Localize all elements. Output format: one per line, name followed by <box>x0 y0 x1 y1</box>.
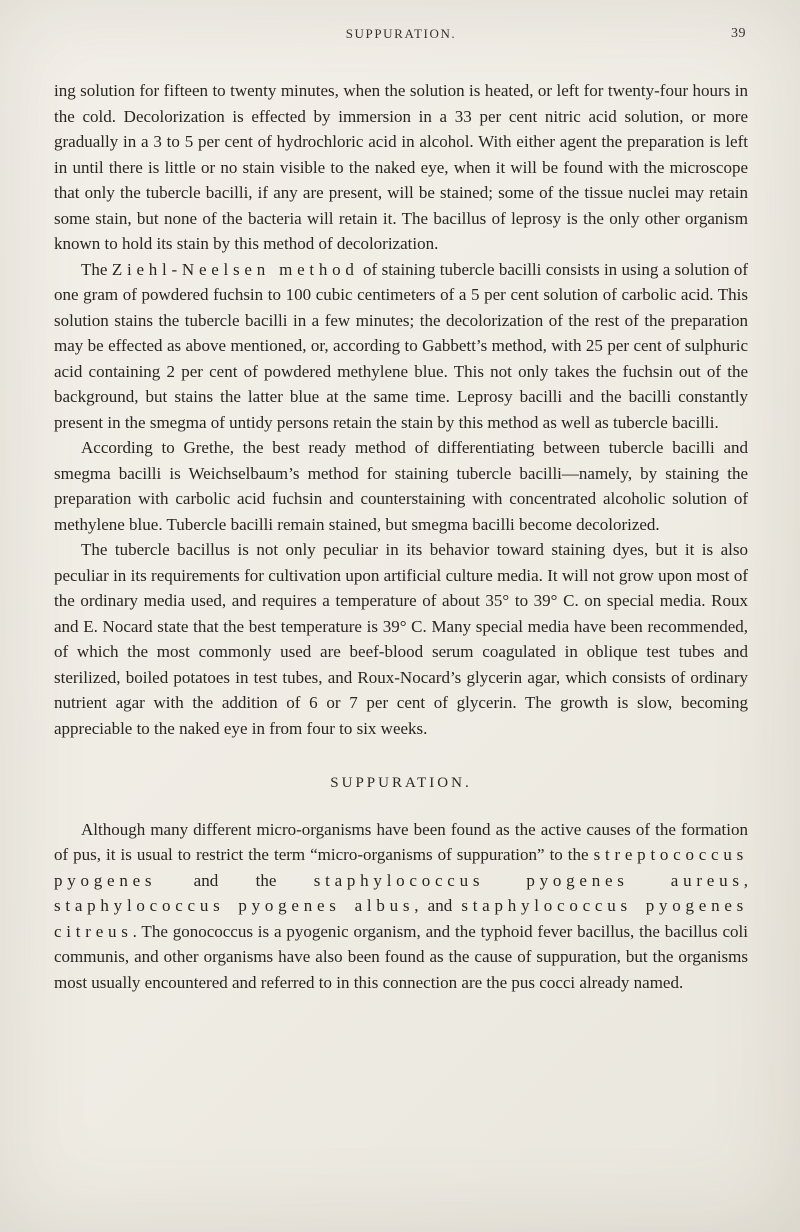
text-run: . The gonococcus is a pyogenic organism, and the typhoid fever bacillus, the bacillus coli communis, and other organisms have also been found as the cause of suppuration, but the organisms most usually encountered and referred to in this connection are the pus cocci already named. <box>54 921 748 992</box>
text-run: , <box>743 870 748 890</box>
text-run: The tubercle bacillus is not only peculiar in its behavior toward staining dyes, but it is also peculiar in its requirements for cultivation upon artificial culture media. It will not grow upon most of the ordinary media used, and requires a temperature of about 35° to 39° C. on special media. Roux and E. Nocard state that the best temperature is 39° C. Many special media have been recommended, of which the most commonly used are beef-blood serum coagulated in oblique test tubes and sterilized, boiled potatoes in test tubes, and Roux-Nocard’s glycerin agar, which consists of ordinary nutrient agar with the addition of 6 or 7 per cent of glycerin. The growth is slow, becoming appreciable to the naked eye in from four to six weeks. <box>54 540 748 738</box>
text-run: ing solution for fifteen to twenty minutes, when the solution is heated, or left for twenty-four hours in the cold. Decolorization is effected by immersion in a 33 per cent nitric acid solution, or more gradually in a 3 to 5 per cent of hydrochloric acid in alcohol. With either agent the preparation is left in until there is little or no stain visible to the naked eye, when it will be found with the microscope that only the tubercle bacilli, if any are present, will be stained; some of the tissue nuclei may retain some stain, but none of the bacteria will retain it. The bacillus of leprosy is the only other organism known to hold its stain by this method of decolorization. <box>54 81 748 253</box>
text-run: , and <box>414 896 462 915</box>
emphasized-term: staphylococcus pyogenes aureus <box>313 870 744 890</box>
paragraph <box>54 817 748 996</box>
text-run: Although many different micro-organisms have been found as the active causes of the formation of pus, it is usual to restrict the term “micro-organisms of suppuration” to the <box>54 819 748 864</box>
page-body <box>54 78 748 995</box>
emphasized-term: staphylococcus pyogenes citreus <box>54 896 749 941</box>
text-run: of staining tubercle bacilli consists in using a solution of one gram of powdered fuchsin to 100 cubic centimeters of a 5 per cent solution of carbolic acid. This solution stains the tubercle bacilli in a few minutes; the decolorization of the rest of the preparation may be effected as above mentioned, or, according to Gabbett’s method, with 25 per cent of sulphuric acid containing 2 per cent of powdered methylene blue. This not only takes the fuchsin out of the background, but stains the latter blue at the same time. Leprosy bacilli and the bacilli constantly present in the smegma of untidy persons retain the stain by this method as well as tubercle bacilli. <box>54 259 748 432</box>
paragraph <box>54 257 748 436</box>
emphasized-term: staphylococcus pyogenes albus <box>54 896 415 915</box>
header-title: SUPPURATION. <box>345 26 457 41</box>
paragraph <box>54 435 748 537</box>
paragraph <box>54 537 748 741</box>
emphasized-term: streptococcus pyogenes <box>54 845 748 890</box>
text-run: According to Grethe, the best ready method of differentiating between tubercle bacilli and smegma bacilli is Weichselbaum’s method for staining tubercle bacilli—namely, by staining the preparation with carbolic acid fuchsin and counterstaining with concentrated alcoholic solution of methylene blue. Tubercle bacilli remain stained, but smegma bacilli become decolorized. <box>54 438 748 534</box>
emphasized-term: Ziehl-Neelsen method <box>111 259 359 279</box>
running-header <box>54 26 748 46</box>
page-number: 39 <box>731 26 746 41</box>
text-run: The <box>81 259 112 279</box>
section-heading: SUPPURATION. <box>330 775 472 791</box>
text-run: and the <box>156 870 314 890</box>
paragraph <box>54 78 748 257</box>
